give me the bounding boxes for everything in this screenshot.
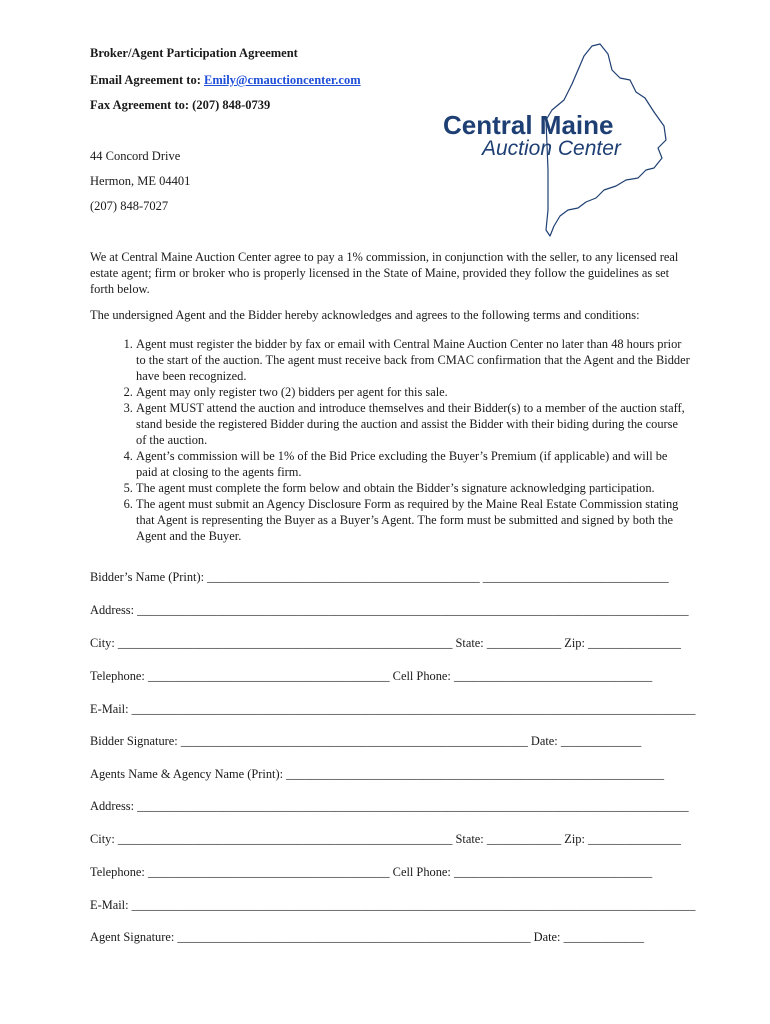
term-item: 4. Agent’s commission will be 1% of the Bid Price excluding the Buyer’s Premium (if applicable) and will be paid at closing to the agents firm. (136, 448, 690, 480)
email-link[interactable]: Emily@cmauctioncenter.com (203, 73, 361, 87)
term-item: 1. Agent must register the bidder by fax or email with Central Maine Auction Center no later than 48 hours prior to the start of the auction. The agent must receive back from CMAC confirmation that the Agent and the Bidder have been recognized. (136, 336, 690, 384)
agent-address-field[interactable]: Address: _________________________________________________________________________________________ (90, 799, 689, 813)
fax-line: Fax Agreement to: (207) 848-0739 (90, 98, 271, 112)
logo-wordmark-line1: Central Maine (443, 110, 614, 140)
email-label: Email Agreement to: (90, 73, 201, 87)
bidder-name-field[interactable]: Bidder’s Name (Print): ____________________________________________ ______________________________ (90, 570, 669, 584)
email-line (90, 73, 361, 88)
logo-wordmark-line2: Auction Center (482, 137, 621, 160)
terms-list (90, 336, 690, 544)
term-item: 3. Agent MUST attend the auction and introduce themselves and their Bidder(s) to a member of the auction staff, stand beside the registered Bidder during the auction and assist the Bidder with their biding during the course of the auction. (136, 400, 690, 448)
term-item: 2. Agent may only register two (2) bidders per agent for this sale. (136, 384, 690, 400)
bidder-address-field[interactable]: Address: _________________________________________________________________________________________ (90, 603, 689, 617)
agent-telephone-field[interactable]: Telephone: _______________________________________ Cell Phone: ________________________________ (90, 865, 653, 879)
bidder-city-state-zip-field[interactable]: City: ______________________________________________________ State: ____________ Zip: _______________ (90, 636, 681, 650)
term-item: 6. The agent must submit an Agency Disclosure Form as required by the Maine Real Estate Commission stating that Agent is representing the Buyer as a Buyer’s Agent. The form must be submitted and signed by both the Agent and the Buyer. (136, 496, 690, 544)
document-title: Broker/Agent Participation Agreement (90, 46, 298, 60)
agent-email-field[interactable]: E-Mail: ___________________________________________________________________________________________ (90, 898, 696, 912)
agent-city-state-zip-field[interactable]: City: ______________________________________________________ State: ____________ Zip: _______________ (90, 832, 681, 846)
agent-name-field[interactable]: Agents Name & Agency Name (Print): _____________________________________________________________ (90, 767, 665, 781)
acknowledge-paragraph: The undersigned Agent and the Bidder hereby acknowledges and agrees to the following terms and conditions: (90, 308, 640, 322)
phone-number: (207) 848-7027 (90, 199, 169, 213)
city-state-zip: Hermon, ME 04401 (90, 174, 191, 188)
bidder-signature-field[interactable]: Bidder Signature: ________________________________________________________ Date: _____________ (90, 734, 642, 748)
street-address: 44 Concord Drive (90, 149, 181, 163)
bidder-email-field[interactable]: E-Mail: ___________________________________________________________________________________________ (90, 702, 696, 716)
term-item: 5. The agent must complete the form below and obtain the Bidder’s signature acknowledging participation. (136, 480, 690, 496)
agent-signature-field[interactable]: Agent Signature: _________________________________________________________ Date: _____________ (90, 930, 645, 944)
intro-paragraph: We at Central Maine Auction Center agree to pay a 1% commission, in conjunction with the seller, to any licensed real estate agent; firm or broker who is properly licensed in the State of Maine, provided they follow the guidelines as set forth below. (90, 250, 679, 296)
bidder-telephone-field[interactable]: Telephone: _______________________________________ Cell Phone: ________________________________ (90, 669, 653, 683)
